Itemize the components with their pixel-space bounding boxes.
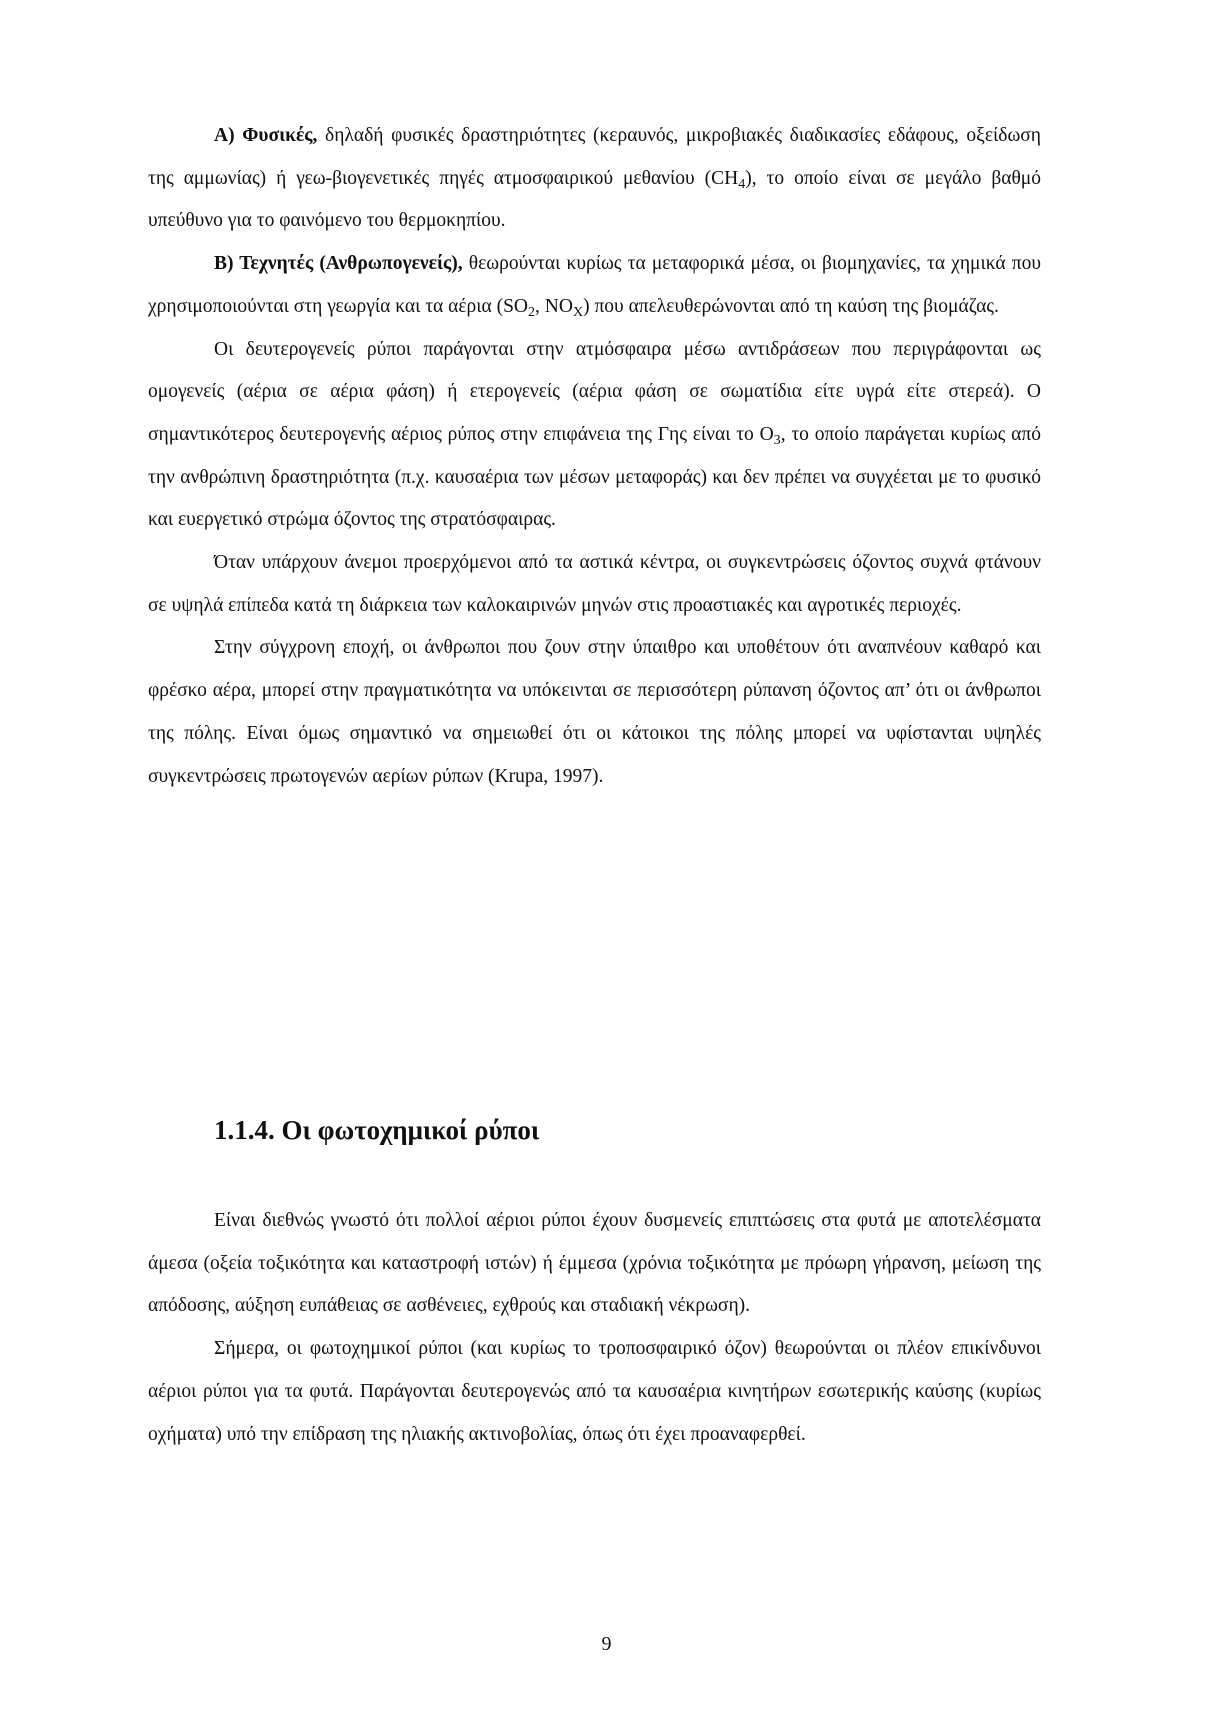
paragraph-natural-sources: Α) Φυσικές, δηλαδή φυσικές δραστηριότητες (κεραυνός, μικροβιακές διαδικασίες εδάφους, οξείδωση της αμμωνίας) ή γεω-βιογενετικές πηγές ατμοσφαιρικού μεθανίου $(CH_4)$, το οποίο είναι σε μεγάλο βαθμό υπεύθυνο για το φαινόμενο του θερμοκηπίου. [148, 125, 1042, 232]
term-artificial: Β) Τεχνητές (Ανθρωπογενείς), [214, 253, 463, 275]
section-photochemical-text [148, 1200, 1041, 1456]
paragraph-rural-exposure: Στην σύγχρονη εποχή, οι άνθρωποι που ζουν στην ύπαιθρο και υποθέτουν ότι αναπνέουν καθαρό και φρέσκο αέρα, μπορεί στην πραγματικότητα να υπόκεινται σε περισσότερη ρύπανση όζοντος απ’ ότι οι άνθρωποι της πόλης. Είναι όμως σημαντικό να σημειωθεί ότι οι κάτοικοι της πόλης μπορεί να υφίστανται υψηλές συγκεντρώσεις πρωτογενών αερίων ρύπων (Krupa, 1997). [148, 637, 1041, 787]
term-natural: Α) Φυσικές, [214, 125, 318, 146]
paragraph-artificial-sources: Β) Τεχνητές (Ανθρωπογενείς), θεωρούνται κυρίως τα μεταφορικά μέσα, οι βιομηχανίες, τα χημικά που χρησιμοποιούνται στη γεωργία και τα αέρια ($SO_2$, $NO_X$) που απελευθερώνονται από τη καύση της βιομάζας. [148, 253, 1041, 320]
section-sources-text [148, 115, 1041, 798]
paragraph-winds-ozone: Όταν υπάρχουν άνεμοι προερχόμενοι από τα αστικά κέντρα, οι συγκεντρώσεις όζοντος συχνά φτάνουν σε υψηλά επίπεδα κατά τη διάρκεια των καλοκαιρινών μηνών στις προαστιακές και αγροτικές περιοχές. [148, 552, 1041, 616]
paragraph-effects-on-plants: Είναι διεθνώς γνωστό ότι πολλοί αέριοι ρύποι έχουν δυσμενείς επιπτώσεις στα φυτά με αποτελέσματα άμεσα (οξεία τοξικότητα και καταστροφή ιστών) ή έμμεσα (χρόνια τοξικότητα με πρόωρη γήρανση, μείωση της απόδοσης, αύξηση ευπάθειας σε ασθένειες, εχθρούς και σταδιακή νέκρωση). [148, 1210, 1041, 1317]
section-heading: 1.1.4. Οι φωτοχημικοί ρύποι [214, 1115, 540, 1145]
paragraph-secondary-pollutants: Οι δευτερογενείς ρύποι παράγονται στην ατμόσφαιρα μέσω αντιδράσεων που περιγράφονται ως ομογενείς (αέρια σε αέρια φάση) ή ετερογενείς (αέρια φάση σε σωματίδια είτε υγρά είτε στερεά). Ο σημαντικότερος δευτερογενής αέριος ρύπος στην επιφάνεια της Γης είναι το $O_3$, το οποίο παράγεται κυρίως από την ανθρώπινη δραστηριότητα (π.χ. καυσαέρια των μέσων μεταφοράς) και δεν πρέπει να συγχέεται με το φυσικό και ευεργετικό στρώμα όζοντος της στρατόσφαιρας. [148, 338, 1041, 531]
page-number: 9 [601, 1633, 612, 1655]
paragraph-photochemical-danger: Σήμερα, οι φωτοχημικοί ρύποι (και κυρίως το τροποσφαιρικό όζον) θεωρούνται οι πλέον επικίνδυνοι αέριοι ρύποι για τα φυτά. Παράγονται δευτερογενώς από τα καυσαέρια κινητήρων εσωτερικής καύσης (κυρίως οχήματα) υπό την επίδραση της ηλιακής ακτινοβολίας, όπως ότι έχει προαναφερθεί. [148, 1338, 1041, 1445]
